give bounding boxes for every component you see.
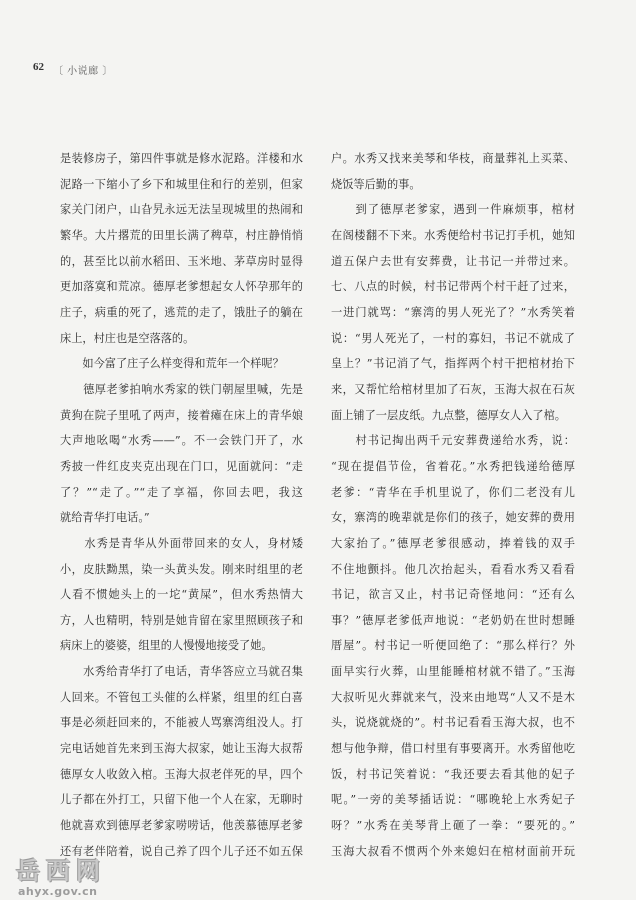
text-line: 来，又帮忙给棺材里加了石灰，玉海大叔在石灰 bbox=[331, 382, 575, 396]
text-line: 水秀给青华打了电话，青华答应立马就召集 bbox=[60, 665, 303, 679]
text-line: 大家抬了。”德厚老爹很感动，捧着钱的双手 bbox=[331, 536, 575, 550]
text-line: 面上铺了一层皮纸。九点整，德厚女人入了棺。 bbox=[331, 408, 566, 422]
text-line: 事？”德厚老爹低声地说：“老奶奶在世时想睡 bbox=[331, 613, 575, 627]
text-line: 户。水秀又找来美琴和华枝，商量葬礼上买菜、 bbox=[331, 152, 575, 165]
text-line: 方，人也精明，特别是她肯留在家里照顾孩子和 bbox=[60, 613, 303, 627]
watermark-site: ahyx.gov.cn bbox=[18, 885, 98, 898]
text-line: 秀披一件红皮夹克出现在门口，见面就问：“走 bbox=[60, 459, 303, 473]
text-line: 德厚老爹拍响水秀家的铁门朝屋里喊，先是 bbox=[60, 382, 303, 396]
text-line: 皇上？”书记消了气，指挥两个村干把棺材抬下 bbox=[331, 357, 575, 371]
text-line: 泥路一下缩小了乡下和城里住和行的差别，但家 bbox=[60, 177, 303, 191]
text-line: 家关门闭户，山旮旯永远无法呈现城里的热闹和 bbox=[60, 203, 303, 217]
text-line: 玉海大叔看不惯两个外来媳妇在棺材面前开玩 bbox=[331, 844, 575, 858]
text-line: 一进门就骂：“寨湾的男人死光了？”水秀笑着 bbox=[331, 305, 575, 319]
text-line: 村书记掏出两千元安葬费递给水秀，说： bbox=[331, 434, 575, 448]
text-line: 如今富了庄子么样变得和荒年一个样呢？ bbox=[60, 357, 284, 371]
text-line: 说：“男人死光了，一村的寡妇，书记不就成了 bbox=[331, 331, 575, 345]
text-line: 书记，欲言又止，村书记奇怪地问：“还有么 bbox=[331, 588, 575, 602]
section-title: 〔 小说廊 〕 bbox=[53, 66, 113, 77]
text-line: 人回来。不管包工头催的么样紧，组里的红白喜 bbox=[60, 690, 303, 704]
text-line: 大叔听见火葬就来气，没来由地骂“人又不是木 bbox=[331, 690, 575, 704]
text-line: 是装修房子，第四件事就是修水泥路。洋楼和水 bbox=[60, 152, 303, 165]
page-number: 62 bbox=[33, 61, 44, 73]
text-line: 完电话她首先来到玉海大叔家，她让玉海大叔帮 bbox=[60, 742, 303, 756]
text-line: 烧饭等后勤的事。 bbox=[331, 177, 421, 191]
text-line: 了？”“走了。”“走了享福，你回去吧，我这 bbox=[60, 485, 303, 499]
text-line: 头，说烧就烧的”。村书记看看玉海大叔，也不 bbox=[331, 716, 575, 730]
text-line: 病床上的婆婆，组里的人慢慢地接受了她。 bbox=[60, 639, 273, 653]
text-line: 不住地颤抖。他几次抬起头，看看水秀又看看 bbox=[331, 562, 575, 576]
text-line: 事是必须赶回来的，不能被人骂寨湾组没人。打 bbox=[60, 716, 303, 730]
text-line: 小，皮肤黝黑，染一头黄头发。刚来时组里的老 bbox=[60, 562, 303, 576]
text-line: 呀？”水秀在美琴背上砸了一拳：“要死的。” bbox=[331, 819, 575, 833]
text-line: 黄狗在院子里吼了两声，接着瘫在床上的青华娘 bbox=[60, 408, 303, 422]
text-line: 道五保户去世有安葬费，让书记一并带过来。 bbox=[331, 254, 575, 268]
text-line: 厝屋”。村书记一听便回绝了：“那么样行？外 bbox=[331, 639, 575, 653]
text-line: 老爹：“青华在手机里说了，你们二老没有儿 bbox=[331, 485, 575, 499]
text-line: 更加落寞和荒凉。德厚老爹想起女人怀孕那年的 bbox=[60, 280, 303, 294]
text-line: 还有老伴陪着，说自己养了四个儿子还不如五保 bbox=[60, 844, 303, 858]
right-column bbox=[331, 146, 575, 864]
text-line: 德厚女人收敛入棺。玉海大叔老伴死的早，四个 bbox=[60, 767, 303, 781]
text-line: 呢。”一旁的美琴插话说：“哪晚轮上水秀妃子 bbox=[331, 793, 575, 807]
text-line: 大声地吆喝“水秀——”。不一会铁门开了，水 bbox=[60, 434, 303, 448]
text-line: 他就喜欢到德厚老爹家唠唠话，他羡慕德厚老爹 bbox=[60, 819, 303, 833]
text-line: 想与他争辩，借口村里有事要离开。水秀留他吃 bbox=[331, 742, 575, 756]
text-line: 七、八点的时候，村书记带两个村干赶了过来， bbox=[331, 280, 575, 294]
left-column bbox=[60, 146, 303, 864]
text-line: 繁华。大片撂荒的田里长满了稗草，村庄静悄悄 bbox=[60, 228, 303, 242]
text-line: “现在提倡节俭，省着花。”水秀把钱递给德厚 bbox=[331, 459, 575, 473]
text-line: 在阁楼翻不下来。水秀便给村书记打手机，她知 bbox=[331, 228, 575, 242]
text-line: 就给青华打电话。” bbox=[60, 511, 150, 525]
text-line: 儿子都在外打工，只留下他一个人在家，无聊时 bbox=[60, 793, 303, 807]
text-line: 人看不惯她头上的一坨“黄屎”，但水秀热情大 bbox=[60, 588, 303, 602]
text-line: 床上，村庄也是空落落的。 bbox=[60, 331, 195, 345]
text-line: 饭，村书记笑着说：“我还要去看其他的妃子 bbox=[331, 767, 575, 781]
text-line: 女，寨湾的晚辈就是你们的孩子，她安葬的费用 bbox=[331, 511, 575, 525]
text-line: 水秀是青华从外面带回来的女人，身材矮 bbox=[60, 536, 303, 550]
text-line: 的，甚至比以前水稻田、玉米地、茅草房时显得 bbox=[60, 254, 303, 268]
text-line: 庄子，病重的死了，逃荒的走了，饿肚子的躺在 bbox=[60, 305, 303, 319]
text-line: 面早实行火葬，山里能睡棺材就不错了。”玉海 bbox=[331, 665, 575, 679]
text-line: 到了德厚老爹家，遇到一件麻烦事，棺材 bbox=[331, 203, 575, 217]
watermark-logo: 岳西网 bbox=[16, 857, 106, 885]
